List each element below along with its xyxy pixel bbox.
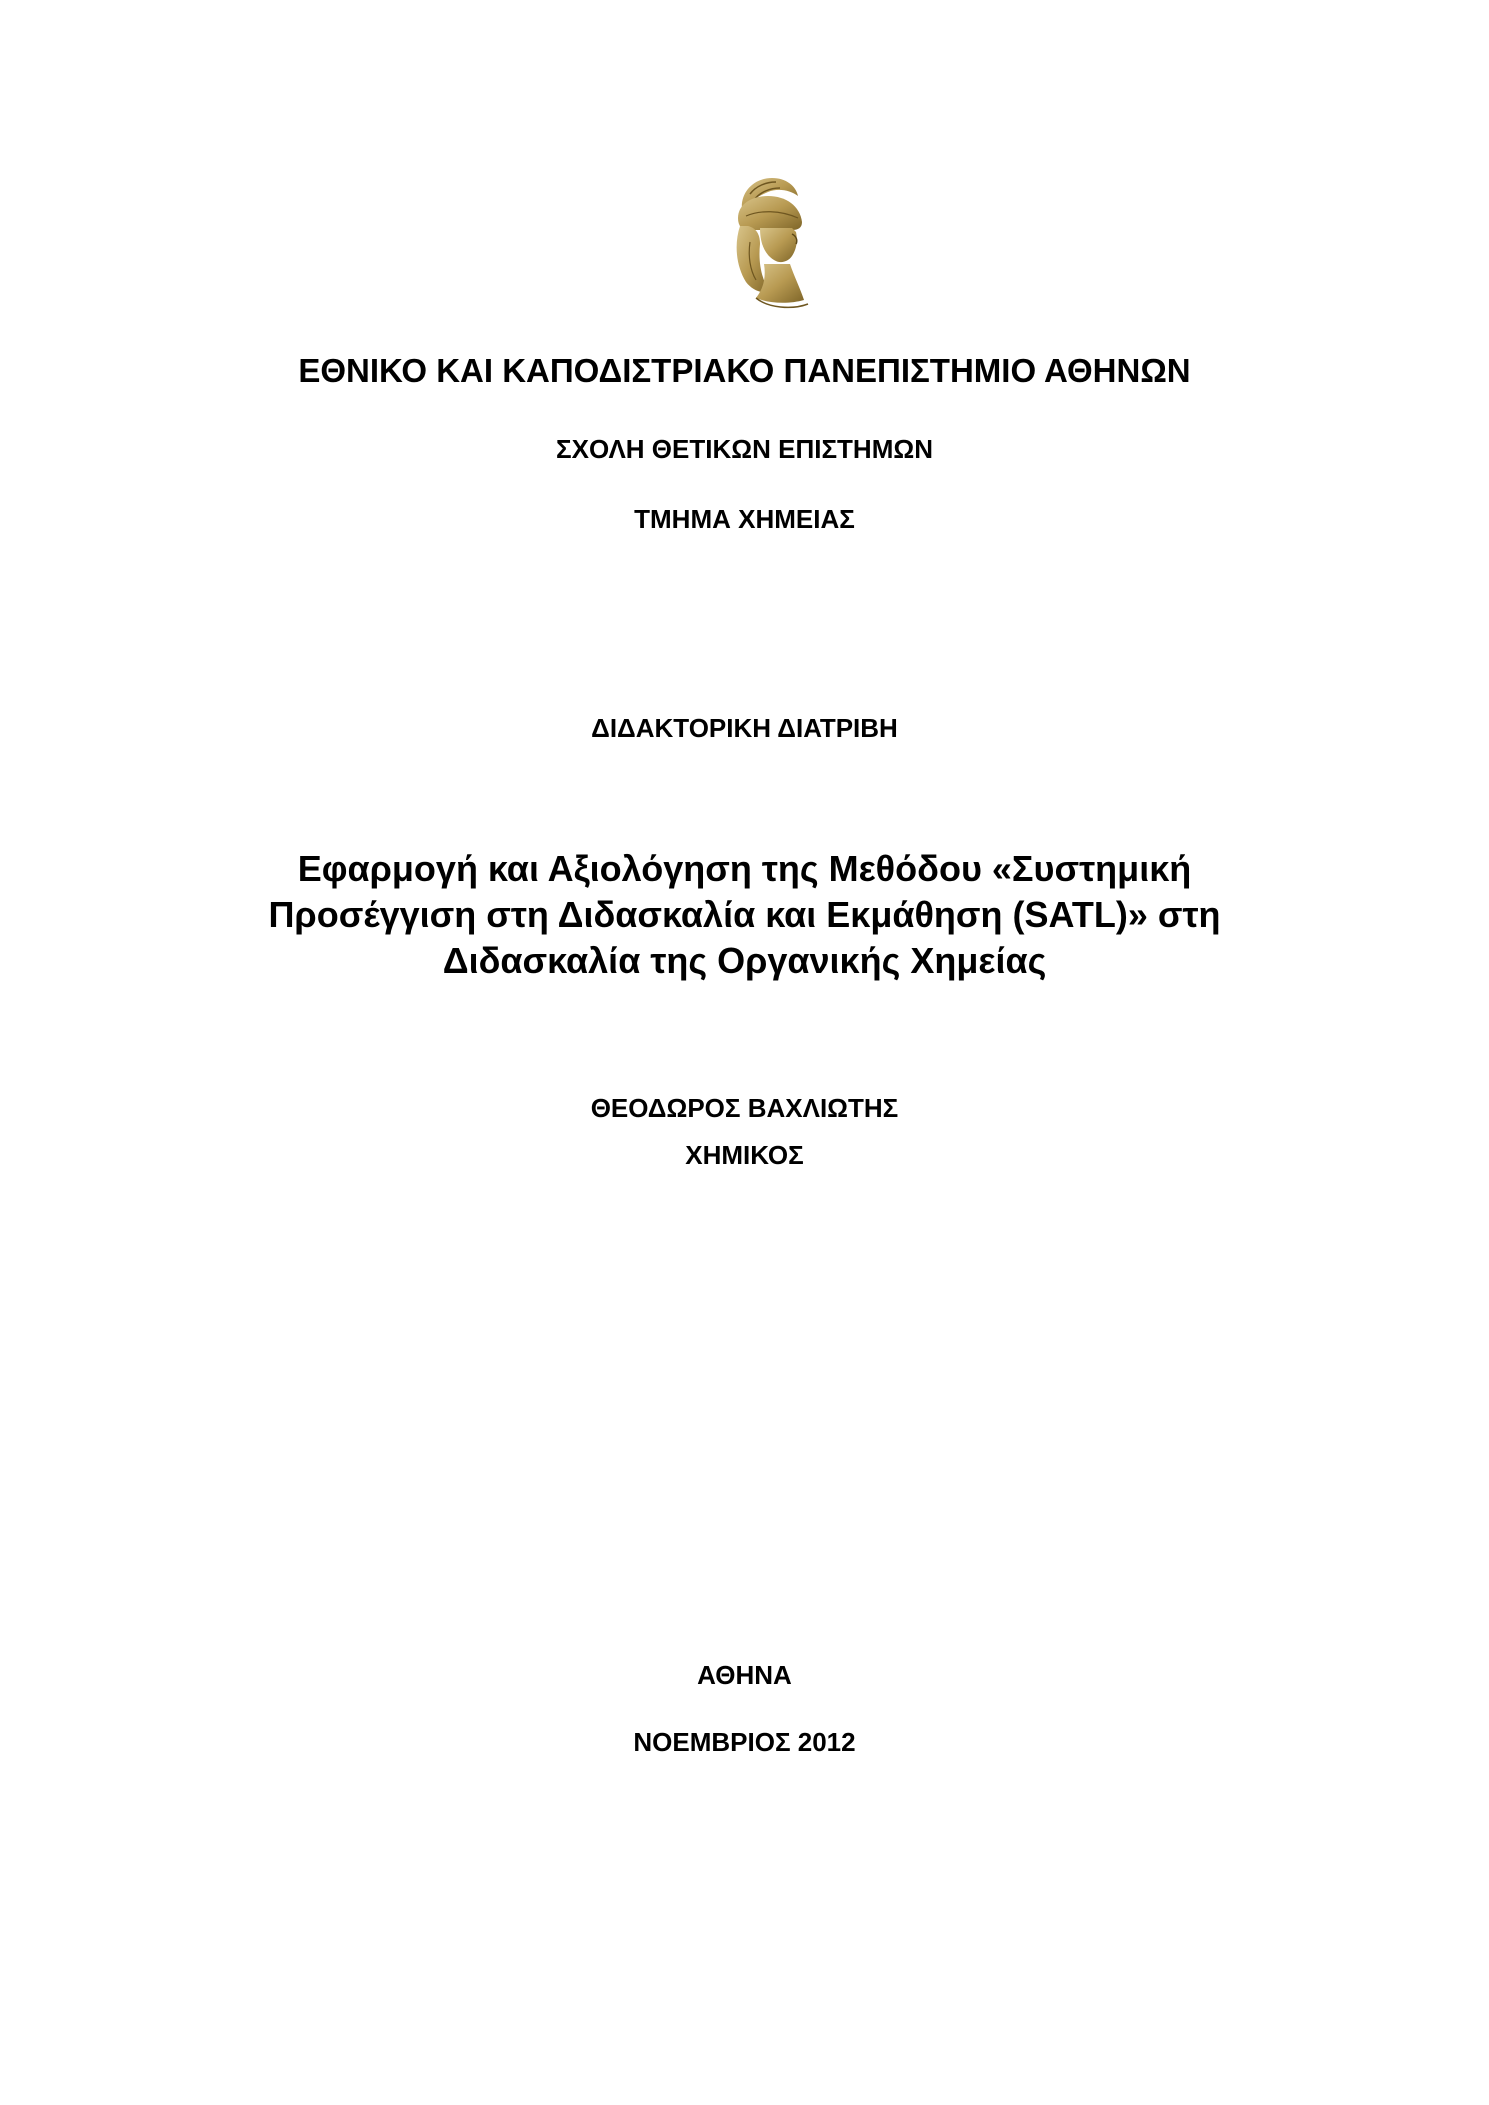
thesis-title-line: Εφαρμογή και Αξιολόγηση της Μεθόδου «Συστημική [297,848,1192,889]
author-profession: ΧΗΜΙΚΟΣ [685,1140,804,1170]
thesis-title-line: Προσέγγιση στη Διδασκαλία και Εκμάθηση (SATL)» στη [268,894,1221,935]
thesis-title-line: Διδασκαλία της Οργανικής Χημείας [442,940,1047,981]
school-name: ΣΧΟΛΗ ΘΕΤΙΚΩΝ ΕΠΙΣΤΗΜΩΝ [556,434,933,464]
city: ΑΘΗΝΑ [697,1660,792,1690]
university-emblem-icon [720,172,816,312]
department-name: ΤΜΗΜΑ ΧΗΜΕΙΑΣ [634,504,855,534]
university-name: ΕΘΝΙΚΟ ΚΑΙ ΚΑΠΟΔΙΣΤΡΙΑΚΟ ΠΑΝΕΠΙΣΤΗΜΙΟ ΑΘΗΝΩΝ [298,352,1191,389]
document-type: ΔΙΔΑΚΤΟΡΙΚΗ ΔΙΑΤΡΙΒΗ [591,713,898,743]
author-name: ΘΕΟΔΩΡΟΣ ΒΑΧΛΙΩΤΗΣ [590,1093,899,1123]
thesis-title [0,846,1489,984]
publication-date: ΝΟΕΜΒΡΙΟΣ 2012 [633,1727,856,1757]
